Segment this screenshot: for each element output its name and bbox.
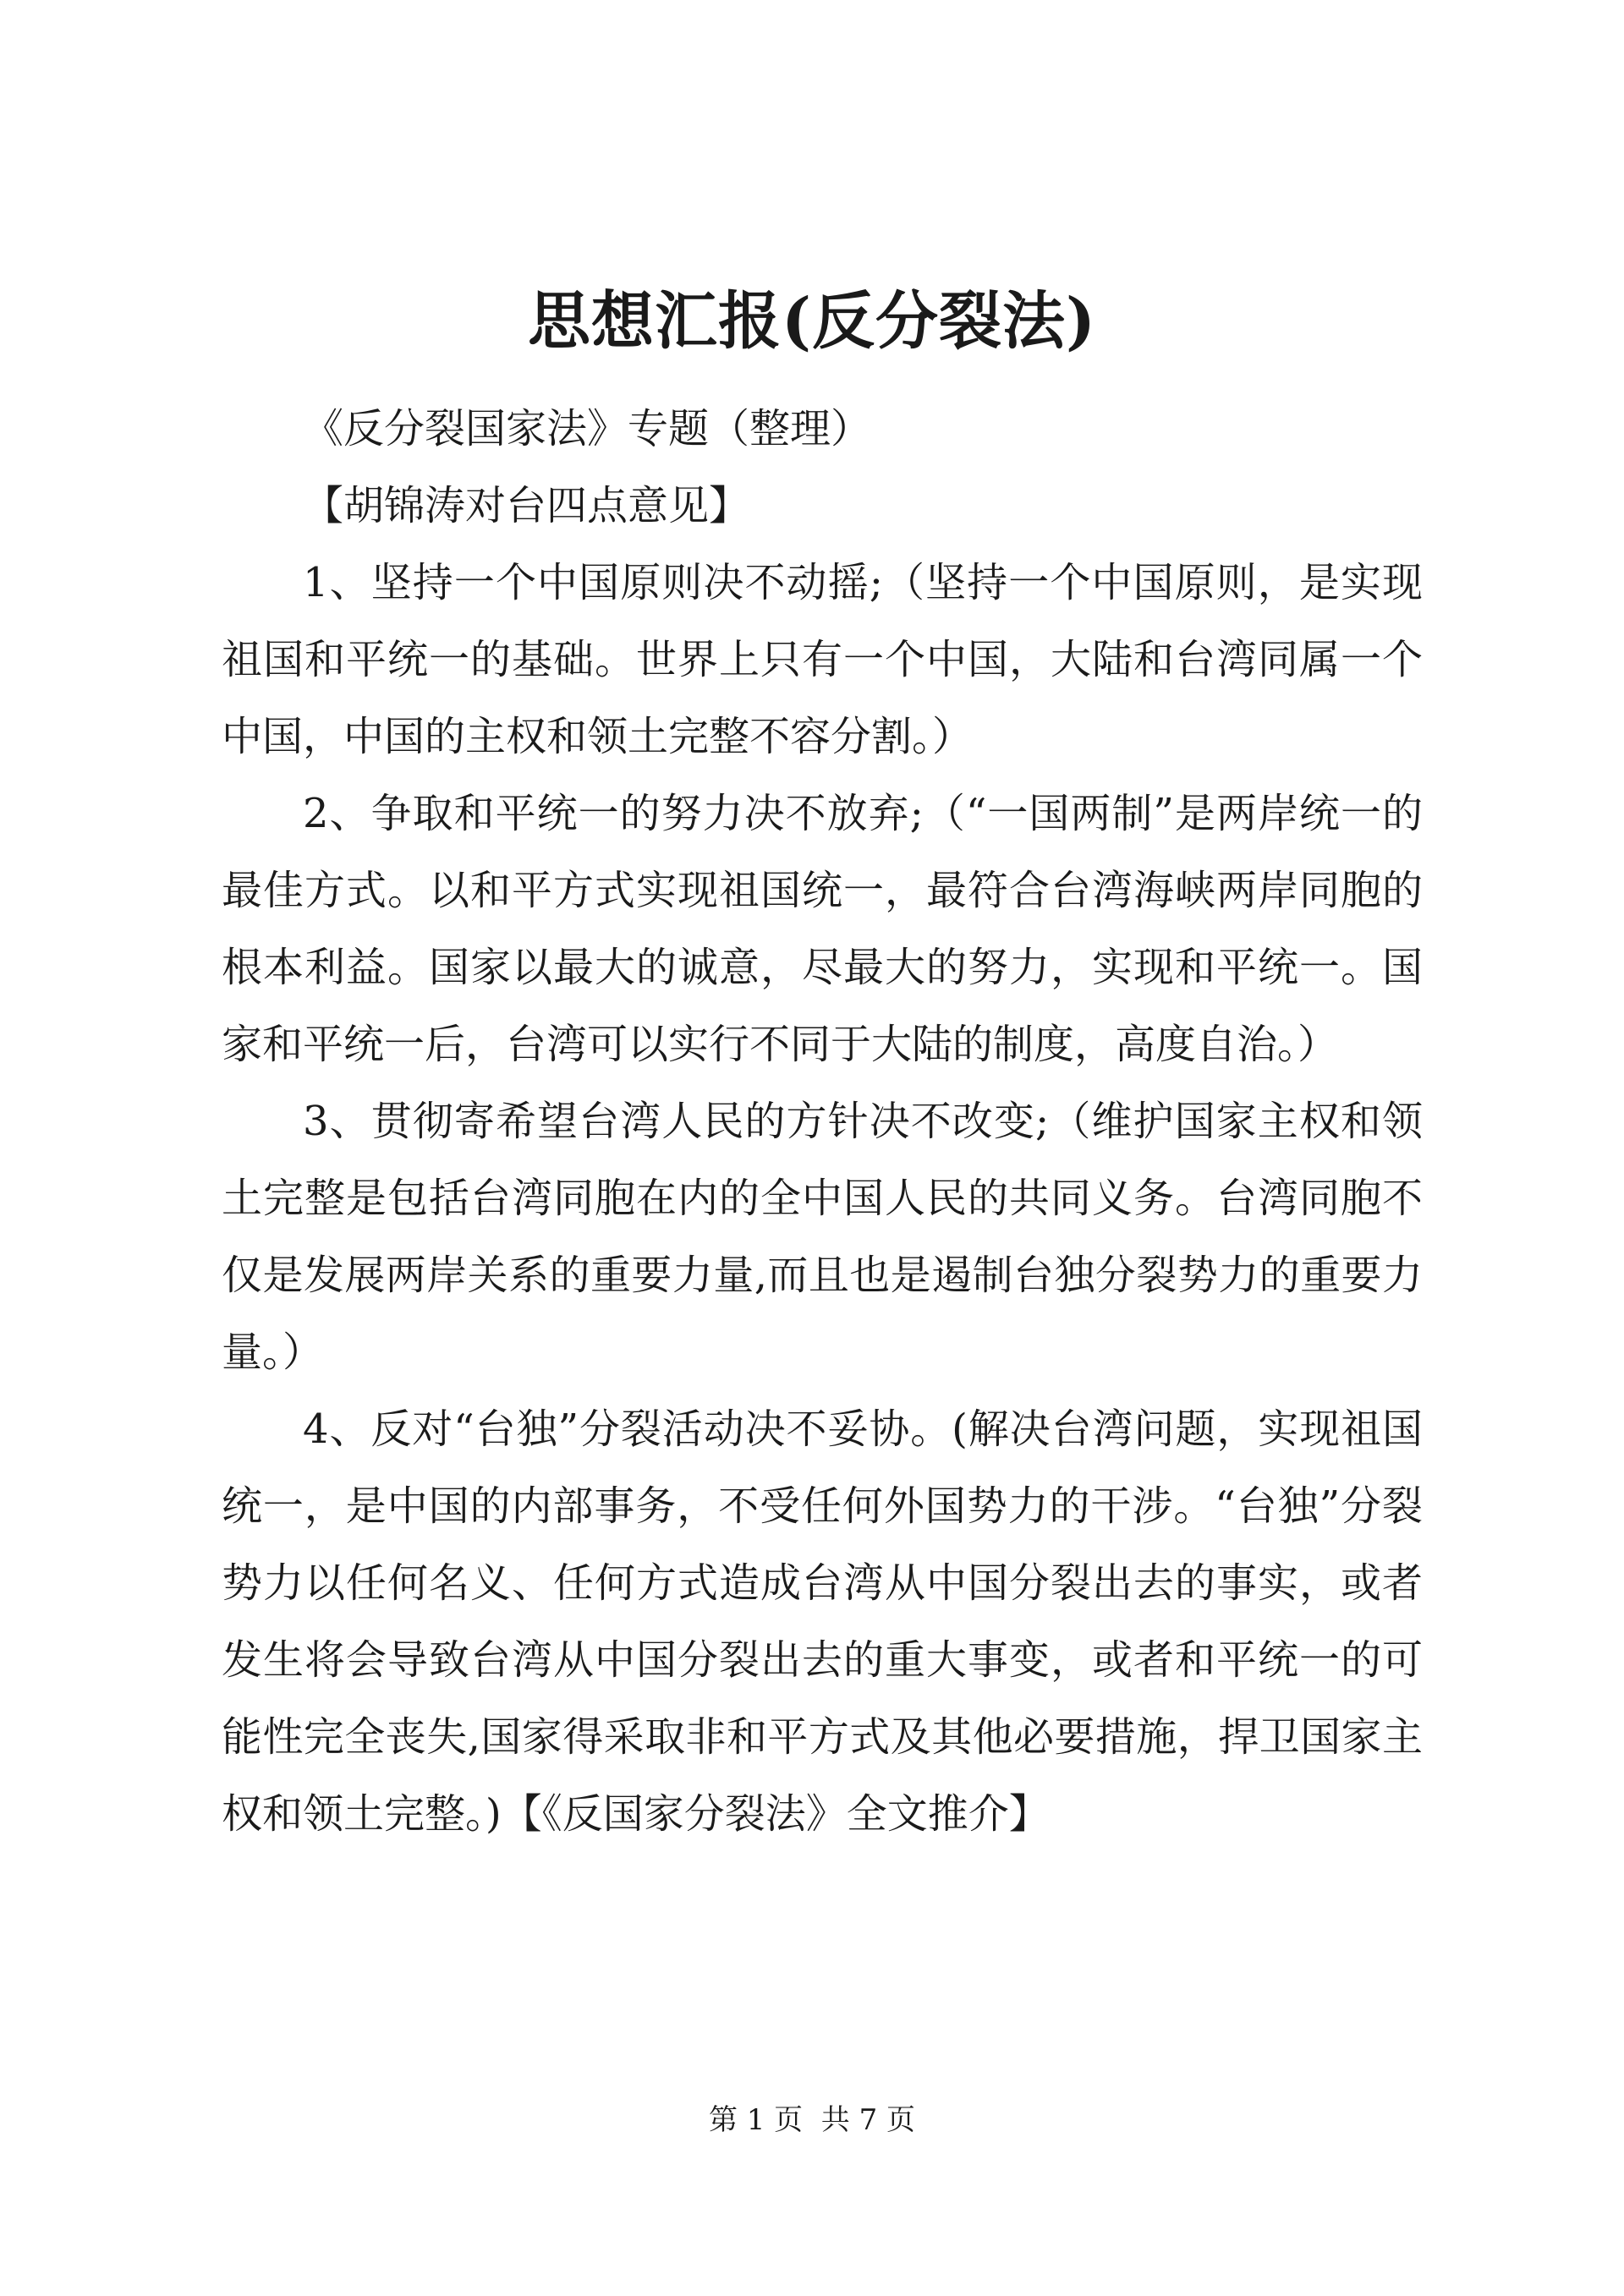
page-footer xyxy=(0,2099,1624,2141)
section-heading: 【胡锦涛对台四点意见】 xyxy=(303,482,750,529)
subtitle-paragraph: 《反分裂国家法》专题（整理） xyxy=(303,405,872,452)
point-1-paragraph: 1、坚持一个中国原则决不动摇;（坚持一个中国原则，是实现祖国和平统一的基础。世界上只有一个中国，大陆和台湾同属一个中国，中国的主权和领土完整不容分割。） xyxy=(222,559,1423,760)
point-3-paragraph: 3、贯彻寄希望台湾人民的方针决不改变;（维护国家主权和领土完整是包括台湾同胞在内的全中国人民的共同义务。台湾同胞不仅是发展两岸关系的重要力量,而且也是遏制台独分裂势力的重要力量。） xyxy=(222,1098,1423,1376)
point-2-paragraph: 2、争取和平统一的努力决不放弃;（“一国两制”是两岸统一的最佳方式。以和平方式实现祖国统一，最符合台湾海峡两岸同胞的根本利益。国家以最大的诚意，尽最大的努力，实现和平统一。国家和平统一后，台湾可以实行不同于大陆的制度，高度自治。） xyxy=(222,790,1423,1068)
page-number: 第 1 页 共 7 页 xyxy=(708,2103,916,2137)
document-title: 思想汇报(反分裂法) xyxy=(527,285,1097,358)
document-body xyxy=(222,391,1423,1853)
point-4-paragraph: 4、反对“台独”分裂活动决不妥协。(解决台湾问题，实现祖国统一，是中国的内部事务，不受任何外国势力的干涉。“台独”分裂势力以任何名义、任何方式造成台湾从中国分裂出去的事实，或者发生将会导致台湾从中国分裂出去的重大事变，或者和平统一的可能性完全丧失,国家得采取非和平方式及其他必要措施，捍卫国家主权和领土完整。)【《反国家分裂法》全文推介】 xyxy=(222,1406,1423,1838)
